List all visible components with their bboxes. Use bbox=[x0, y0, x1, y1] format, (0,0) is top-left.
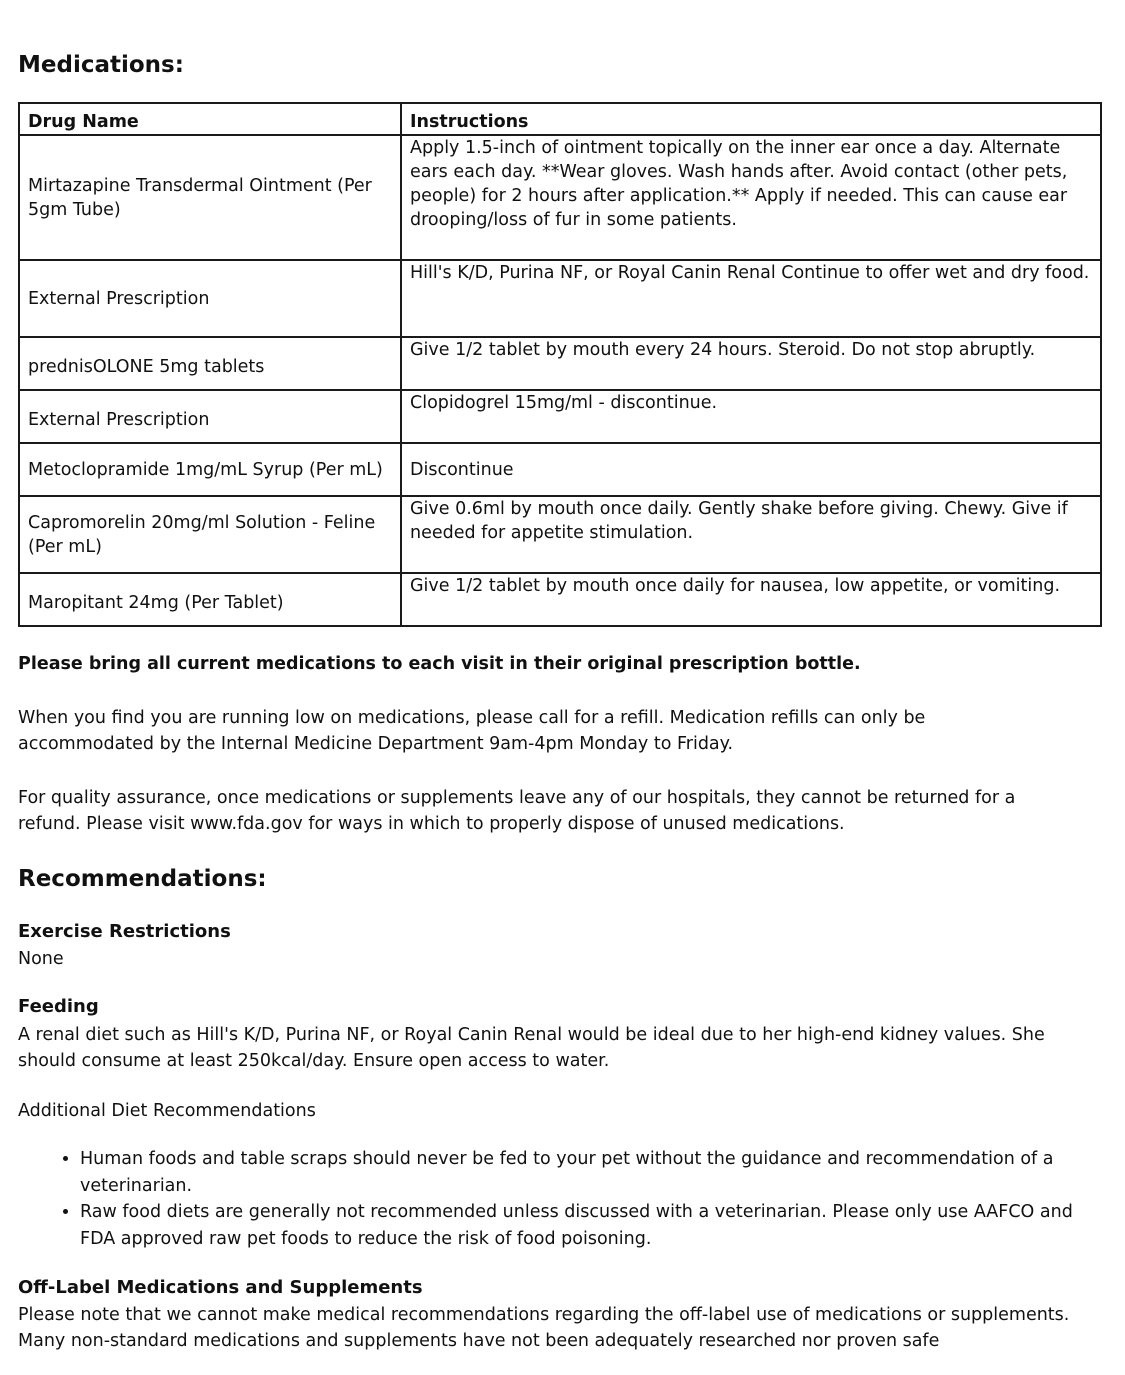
list-item: • Human foods and table scraps should never be fed to your pet without the guidance and recommendation of a veterinarian. bbox=[80, 1146, 1110, 1199]
instructions-cell: Give 1/2 tablet by mouth once daily for nausea, low appetite, or vomiting. bbox=[401, 573, 1101, 626]
instructions-cell: Apply 1.5-inch of ointment topically on the inner ear once a day. Alternate ears each day. **Wear gloves. Wash hands after. Avoid contact (other pets, people) for 2 hours after application.** Apply if needed. This can cause ear drooping/loss of fur in some patients. bbox=[401, 135, 1101, 260]
feeding-text: A renal diet such as Hill's K/D, Purina NF, or Royal Canin Renal would be ideal due to her high-end kidney values. She should consume at least 250kcal/day. Ensure open access to water. bbox=[18, 1025, 1045, 1071]
diet-recommendations-list bbox=[18, 1146, 1110, 1252]
drug-name-cell: Maropitant 24mg (Per Tablet) bbox=[19, 573, 401, 626]
drug-name-cell: External Prescription bbox=[19, 260, 401, 337]
drug-name-cell: Capromorelin 20mg/ml Solution - Feline (Per mL) bbox=[19, 496, 401, 573]
additional-diet-title: Additional Diet Recommendations bbox=[18, 1101, 316, 1121]
table-row bbox=[19, 573, 1101, 626]
table-row bbox=[19, 135, 1101, 260]
table-header-row bbox=[19, 103, 1101, 135]
drug-name-cell: Mirtazapine Transdermal Ointment (Per 5gm Tube) bbox=[19, 135, 401, 260]
column-header-drug-name: Drug Name bbox=[19, 103, 401, 135]
instructions-cell: Clopidogrel 15mg/ml - discontinue. bbox=[401, 390, 1101, 443]
table-row bbox=[19, 496, 1101, 573]
exercise-restrictions-text: None bbox=[18, 949, 64, 969]
medications-heading: Medications: bbox=[18, 52, 184, 78]
table-row bbox=[19, 390, 1101, 443]
off-label-text: Please note that we cannot make medical recommendations regarding the off-label use of medications or supplements. Many non-standard medications and supplements have not been adequately researched nor proven safe bbox=[18, 1305, 1070, 1351]
bring-medications-notice: Please bring all current medications to each visit in their original prescription bottle. bbox=[18, 654, 861, 674]
column-header-instructions: Instructions bbox=[401, 103, 1101, 135]
off-label-title: Off-Label Medications and Supplements bbox=[18, 1277, 423, 1298]
returns-notice: For quality assurance, once medications or supplements leave any of our hospitals, they cannot be returned for a refund. Please visit www.fda.gov for ways in which to properly dispose of unused medications. bbox=[18, 788, 1016, 834]
medications-table bbox=[18, 102, 1102, 627]
instructions-cell: Give 0.6ml by mouth once daily. Gently shake before giving. Chewy. Give if needed for appetite stimulation. bbox=[401, 496, 1101, 573]
table-row bbox=[19, 443, 1101, 496]
table-row bbox=[19, 337, 1101, 390]
refill-notice: When you find you are running low on medications, please call for a refill. Medication refills can only be accommodated by the Internal Medicine Department 9am-4pm Monday to Friday. bbox=[18, 708, 926, 754]
drug-name-cell: Metoclopramide 1mg/mL Syrup (Per mL) bbox=[19, 443, 401, 496]
instructions-cell: Hill's K/D, Purina NF, or Royal Canin Renal Continue to offer wet and dry food. bbox=[401, 260, 1101, 337]
feeding-title: Feeding bbox=[18, 996, 99, 1017]
recommendations-heading: Recommendations: bbox=[18, 866, 267, 892]
exercise-restrictions-title: Exercise Restrictions bbox=[18, 921, 231, 942]
table-row bbox=[19, 260, 1101, 337]
list-item: • Raw food diets are generally not recommended unless discussed with a veterinarian. Please only use AAFCO and FDA approved raw pet foods to reduce the risk of food poisoning. bbox=[80, 1199, 1110, 1252]
drug-name-cell: prednisOLONE 5mg tablets bbox=[19, 337, 401, 390]
instructions-cell: Discontinue bbox=[401, 443, 1101, 496]
drug-name-cell: External Prescription bbox=[19, 390, 401, 443]
instructions-cell: Give 1/2 tablet by mouth every 24 hours. Steroid. Do not stop abruptly. bbox=[401, 337, 1101, 390]
